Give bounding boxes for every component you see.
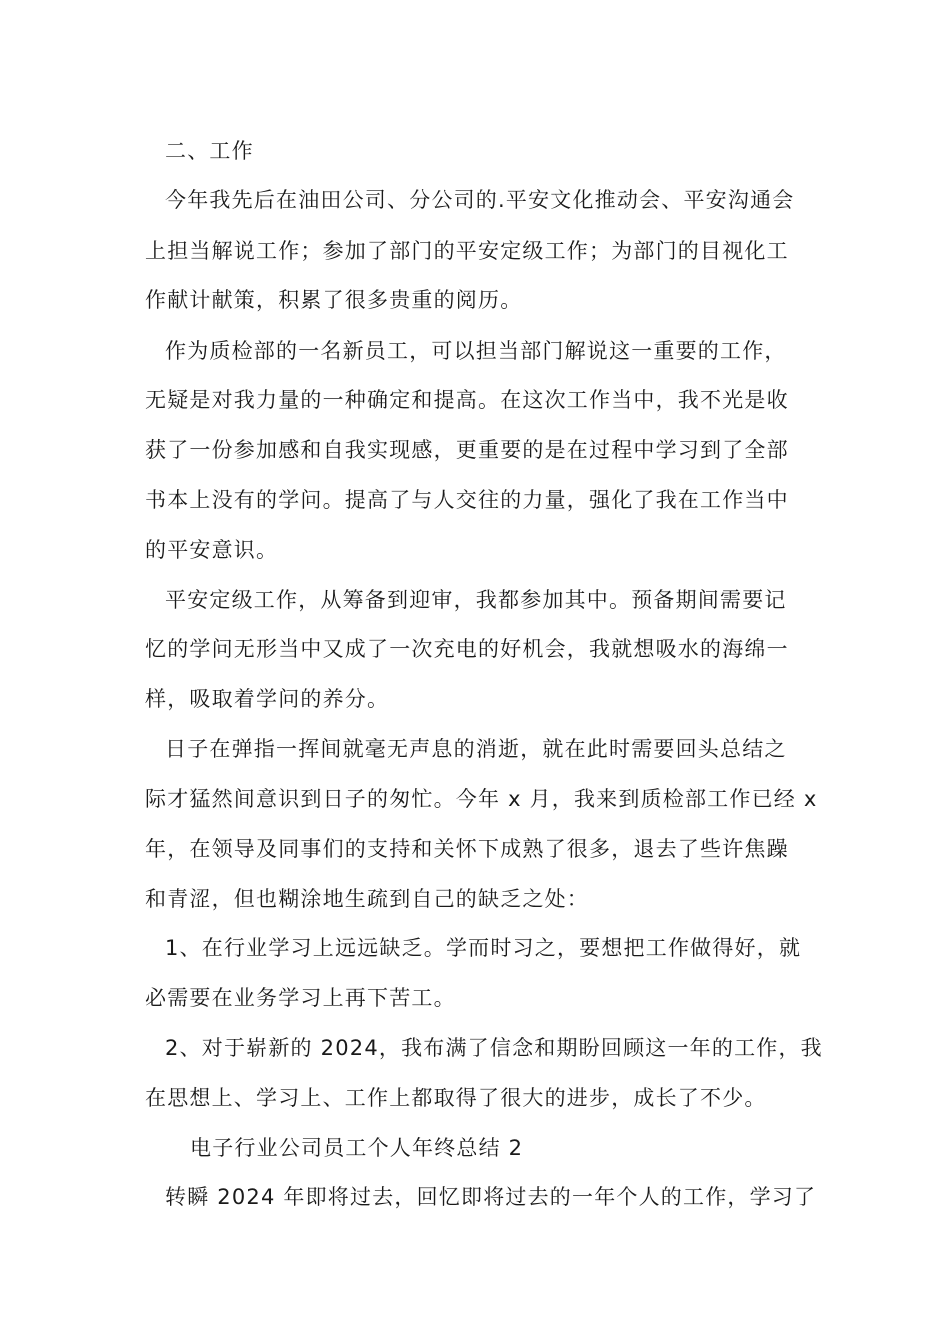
paragraph-line: 书本上没有的学问。提高了与人交往的力量，强化了我在工作当中 xyxy=(145,488,789,512)
paragraph-line: 忆的学问无形当中又成了一次充电的好机会，我就想吸水的海绵一 xyxy=(145,637,789,661)
list-item-line: 必需要在业务学习上再下苦工。 xyxy=(145,986,456,1010)
paragraph-line: 作献计献策，积累了很多贵重的阅历。 xyxy=(145,288,523,312)
paragraph-line: 的平安意识。 xyxy=(145,538,279,562)
paragraph-line: 今年我先后在油田公司、分公司的.平安文化推动会、平安沟通会 xyxy=(165,188,795,212)
paragraph-line: 作为质检部的一名新员工，可以担当部门解说这一重要的工作， xyxy=(165,339,787,363)
paragraph-line: 无疑是对我力量的一种确定和提高。在这次工作当中，我不光是收 xyxy=(145,388,789,412)
list-item-line: 在思想上、学习上、工作上都取得了很大的进步，成长了不少。 xyxy=(145,1086,767,1110)
paragraph-line: 年，在领导及同事们的支持和关怀下成熟了很多，退去了些许焦躁 xyxy=(145,837,789,861)
paragraph-line: 上担当解说工作；参加了部门的平安定级工作；为部门的目视化工 xyxy=(145,239,789,263)
paragraph-line: 获了一份参加感和自我实现感，更重要的是在过程中学习到了全部 xyxy=(145,438,789,462)
list-item-line: 1、在行业学习上远远缺乏。学而时习之，要想把工作做得好，就 xyxy=(165,936,802,960)
list-item-line: 2、对于崭新的 2024，我布满了信念和期盼回顾这一年的工作，我 xyxy=(165,1036,823,1060)
paragraph-line: 平安定级工作，从筹备到迎审，我都参加其中。预备期间需要记 xyxy=(165,588,787,612)
paragraph-line: 和青涩，但也糊涂地生疏到自己的缺乏之处： xyxy=(145,887,589,911)
subtitle: 电子行业公司员工个人年终总结 2 xyxy=(190,1136,524,1160)
paragraph-line: 际才猛然间意识到日子的匆忙。今年 x 月，我来到质检部工作已经 x xyxy=(145,787,818,811)
section-heading: 二、工作 xyxy=(165,139,254,163)
paragraph-line: 样，吸取着学问的养分。 xyxy=(145,687,390,711)
paragraph-line: 转瞬 2024 年即将过去，回忆即将过去的一年个人的工作，学习了 xyxy=(165,1185,817,1209)
paragraph-line: 日子在弹指一挥间就毫无声息的消逝，就在此时需要回头总结之 xyxy=(165,737,787,761)
